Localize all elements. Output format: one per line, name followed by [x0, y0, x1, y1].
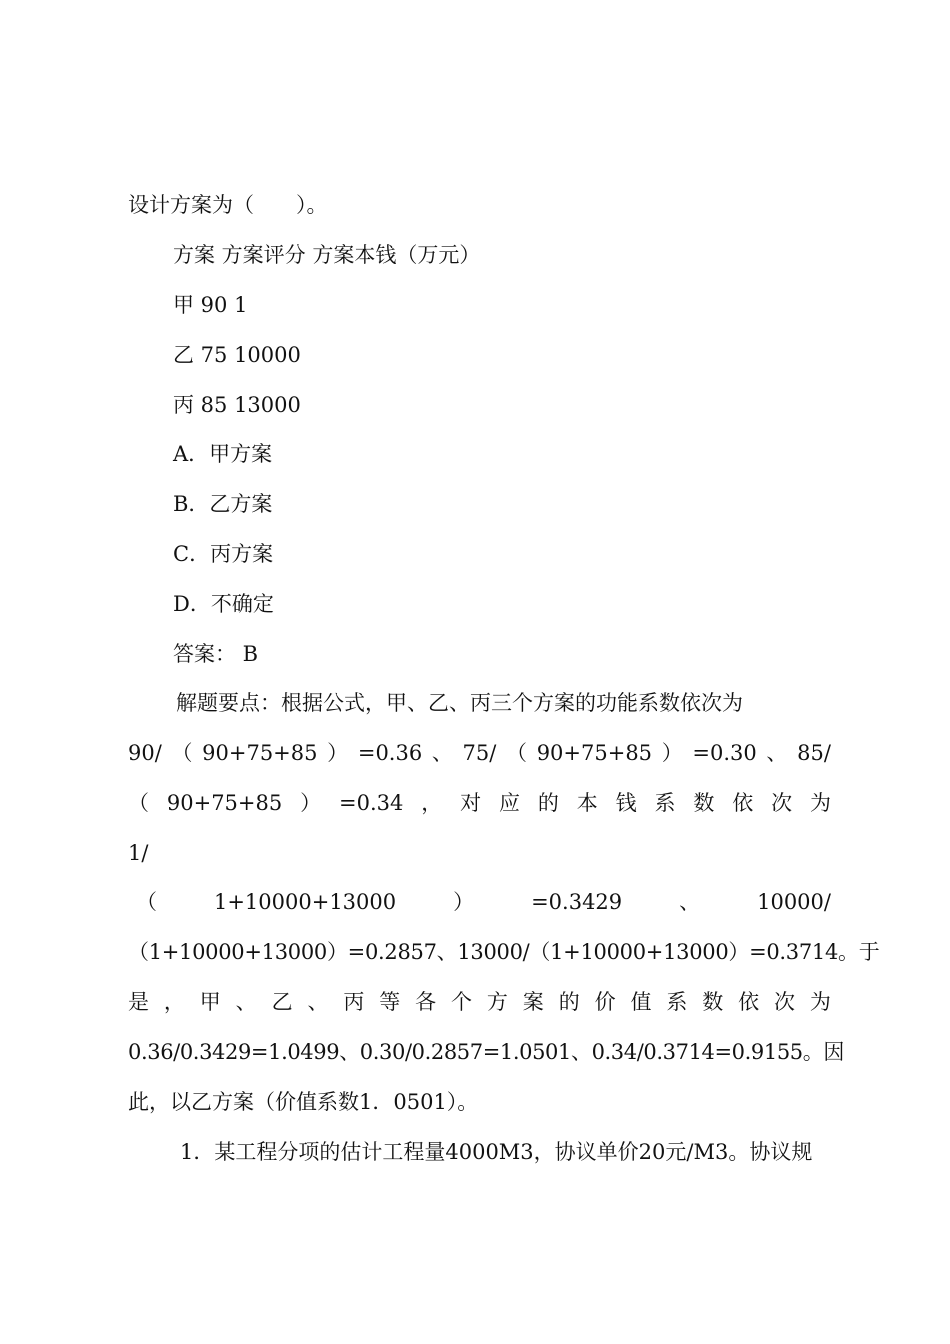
text-segment: 应: [498, 791, 520, 815]
next-question-start: 1．某工程分项的估计工程量4000M3，协议单价20元/M3。协议规: [180, 1140, 813, 1164]
explanation-line-3: [128, 788, 831, 818]
text-segment: 系: [666, 990, 688, 1014]
text-segment: =0.34: [338, 791, 404, 815]
text-segment: 依: [738, 990, 760, 1014]
text-segment: 次: [771, 791, 793, 815]
text-segment: 值: [630, 990, 652, 1014]
text-segment: （: [136, 890, 157, 914]
text-segment: 75/: [462, 741, 497, 765]
text-segment: 90+75+85: [536, 741, 653, 765]
text-segment: =0.3429: [531, 890, 623, 914]
option-d: D．不确定: [173, 592, 274, 616]
text-segment: 数: [702, 990, 724, 1014]
text-segment: 案: [522, 990, 544, 1014]
explanation-line-2: [128, 738, 831, 768]
text-segment: 85/: [797, 741, 831, 765]
text-segment: ）: [327, 741, 349, 765]
text-segment: 是: [128, 990, 149, 1014]
explanation-line-8: 0.36/0.3429=1.0499、0.30/0.2857=1.0501、0.34/0.3714=0.9155。因: [128, 1040, 844, 1064]
explanation-line-7: [128, 987, 831, 1017]
option-c: C．丙方案: [173, 542, 274, 566]
explanation-line-1: 解题要点：根据公式，甲、乙、丙三个方案的功能系数依次为: [176, 691, 743, 715]
text-segment: ）: [300, 791, 322, 815]
text-segment: 、: [766, 741, 788, 765]
answer-line: 答案： B: [173, 642, 259, 666]
table-row-jia: 甲 90 1: [173, 293, 248, 317]
text-segment: 、: [307, 990, 329, 1014]
text-segment: 钱: [615, 791, 637, 815]
text-segment: 90+75+85: [166, 791, 283, 815]
text-segment: 10000/: [757, 890, 831, 914]
text-segment: ，: [163, 990, 185, 1014]
question-tail: 设计方案为（ ）。: [128, 193, 328, 217]
text-segment: 甲: [199, 990, 221, 1014]
text-segment: （: [506, 741, 528, 765]
option-b: B．乙方案: [173, 492, 273, 516]
text-segment: 乙: [271, 990, 293, 1014]
text-segment: ，: [421, 791, 443, 815]
text-segment: ）: [661, 741, 683, 765]
text-segment: （: [171, 741, 193, 765]
text-segment: ）: [453, 890, 475, 914]
text-segment: 等: [379, 990, 401, 1014]
explanation-line-4: 1/: [128, 841, 149, 865]
explanation-line-9: 此，以乙方案（价值系数1．0501）。: [128, 1090, 479, 1114]
text-segment: 丙: [343, 990, 365, 1014]
text-segment: 次: [774, 990, 796, 1014]
explanation-line-5: [128, 887, 831, 917]
text-segment: 为: [809, 791, 831, 815]
text-segment: 个: [451, 990, 473, 1014]
text-segment: 系: [654, 791, 676, 815]
table-header: 方案 方案评分 方案本钱（万元）: [173, 243, 481, 267]
text-segment: 数: [693, 791, 715, 815]
text-segment: 依: [732, 791, 754, 815]
text-segment: 90+75+85: [202, 741, 318, 765]
text-segment: 的: [537, 791, 559, 815]
text-segment: 90/: [128, 741, 162, 765]
text-segment: 方: [486, 990, 508, 1014]
explanation-line-6: （1+10000+13000）=0.2857、13000/（1+10000+13000）=0.3714。于: [128, 940, 880, 964]
text-segment: 为: [809, 990, 831, 1014]
table-row-yi: 乙 75 10000: [173, 343, 301, 367]
text-segment: 、: [431, 741, 453, 765]
text-segment: =0.30: [692, 741, 757, 765]
option-a: A．甲方案: [173, 442, 273, 466]
text-segment: 、: [235, 990, 257, 1014]
table-row-bing: 丙 85 13000: [173, 393, 301, 417]
text-segment: （: [128, 791, 149, 815]
text-segment: 1+10000+13000: [213, 890, 397, 914]
text-segment: 各: [415, 990, 437, 1014]
text-segment: =0.36: [357, 741, 423, 765]
text-segment: 对: [460, 791, 482, 815]
text-segment: 、: [679, 890, 701, 914]
text-segment: 价: [594, 990, 616, 1014]
text-segment: 的: [558, 990, 580, 1014]
text-segment: 本: [576, 791, 598, 815]
